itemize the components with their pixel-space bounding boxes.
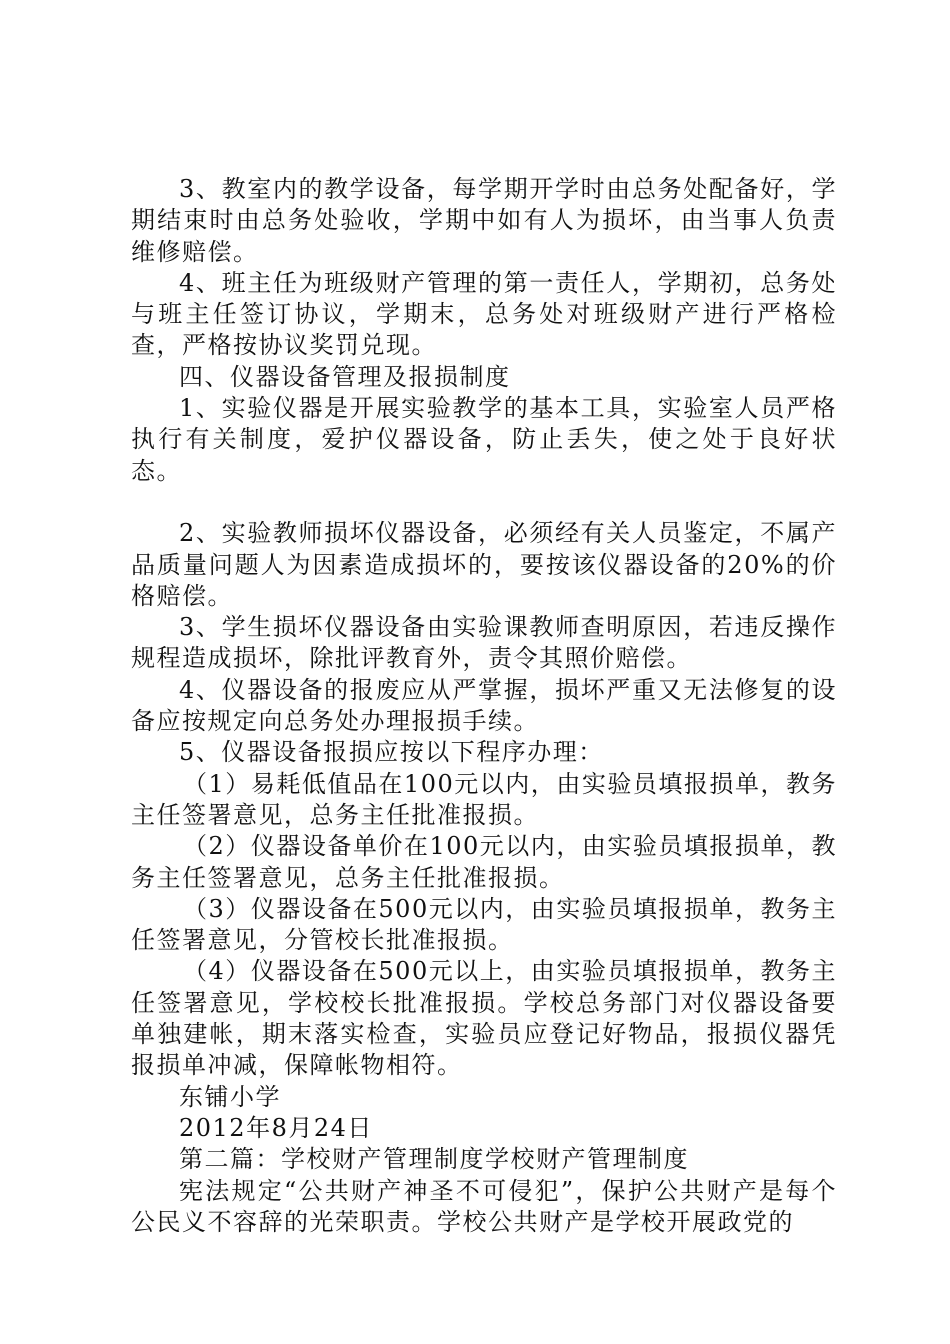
- paragraph-scrapping: 4、仪器设备的报废应从严掌握，损坏严重又无法修复的设备应按规定向总务处办理报损手续。: [131, 675, 837, 736]
- signature-school-name: 东铺小学: [179, 1082, 281, 1111]
- blank-line: [131, 487, 837, 518]
- paragraph-procedure-item-2: （2）仪器设备单价在100元以内，由实验员填报损单，教务主任签署意见，总务主任批准报损。: [131, 832, 837, 892]
- paragraph-classroom-equipment: 3、教室内的教学设备，每学期开学时由总务处配备好，学期结束时由总务处验收，学期中如有人为损坏，由当事人负责维修赔偿。: [131, 175, 837, 266]
- paragraph-class-teacher-responsibility: 4、班主任为班级财产管理的第一责任人，学期初，总务处与班主任签订协议，学期末，总务处对班级财产进行严格检查，严格按协议奖罚兑现。: [131, 268, 837, 360]
- paragraph-procedure-item-4: （4）仪器设备在500元以上，由实验员填报损单，教务主任签署意见，学校校长批准报损。学校总务部门对仪器设备要单独建帐，期末落实检查，实验员应登记好物品，报损仪器凭报损单冲减，保障帐物相符。: [131, 957, 837, 1080]
- paragraph-constitution: 宪法规定“公共财产神圣不可侵犯”，保护公共财产是每个公民义不容辞的光荣职责。学校公共财产是学校开展政党的: [131, 1176, 837, 1236]
- paragraph-lab-instruments: 1、实验仪器是开展实验教学的基本工具，实验室人员严格执行有关制度，爱护仪器设备，防止丢失，使之处于良好状态。: [131, 394, 837, 485]
- section-heading-part-two: 第二篇：学校财产管理制度学校财产管理制度: [179, 1145, 689, 1174]
- signature-date: 2012年8月24日: [179, 1113, 373, 1142]
- paragraph-procedure-item-3: （3）仪器设备在500元以内，由实验员填报损单，教务主任签署意见，分管校长批准报损。: [131, 894, 837, 955]
- section-heading-instrument-management: 四、仪器设备管理及报损制度: [179, 362, 511, 391]
- paragraph-procedure-item-1: （1）易耗低值品在100元以内，由实验员填报损单，教务主任签署意见，总务主任批准报损。: [131, 769, 837, 829]
- paragraph-student-damage: 3、学生损坏仪器设备由实验课教师查明原因，若违反操作规程造成损坏，除批评教育外，责令其照价赔偿。: [131, 613, 837, 673]
- paragraph-teacher-damage: 2、实验教师损坏仪器设备，必须经有关人员鉴定，不属产品质量问题人为因素造成损坏的，要按该仪器设备的20%的价格赔偿。: [131, 519, 837, 610]
- document-body: [131, 174, 837, 1238]
- paragraph-report-procedure: 5、仪器设备报损应按以下程序办理：: [179, 738, 604, 767]
